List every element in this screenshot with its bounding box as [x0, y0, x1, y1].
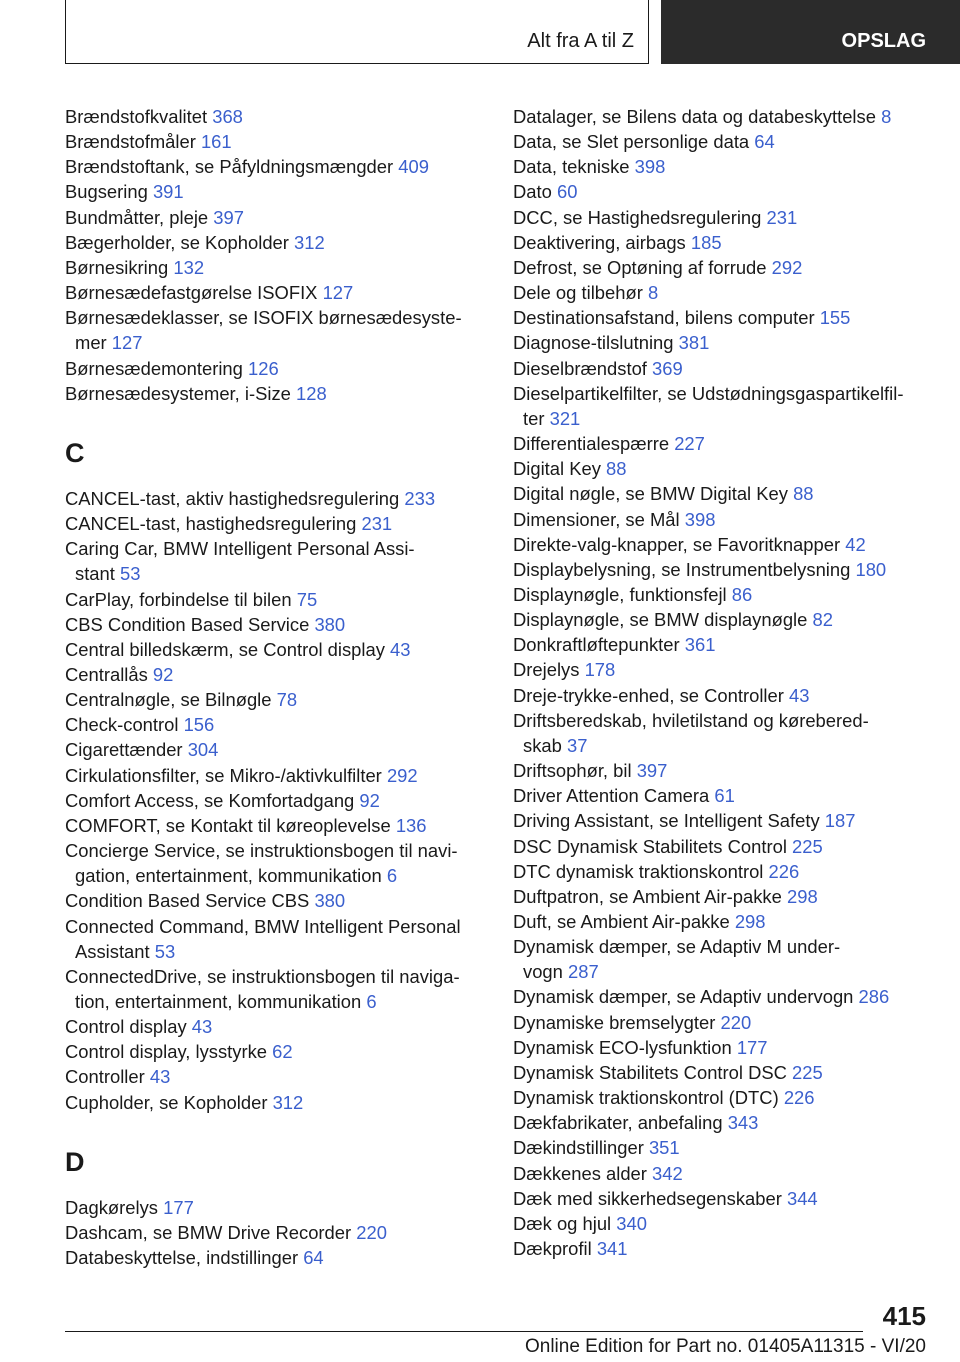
index-entry	[65, 280, 485, 305]
index-column-right	[513, 104, 933, 1261]
index-entry	[513, 305, 933, 330]
page-link[interactable]: 380	[314, 890, 346, 912]
entry-text: Bægerholder, se Kopholder	[65, 231, 289, 253]
index-entry	[65, 1090, 485, 1115]
page-link[interactable]: 368	[212, 106, 243, 127]
index-entry	[65, 129, 485, 154]
index-entry	[65, 788, 485, 813]
index-entry	[513, 230, 933, 255]
entry-text: Brændstoftank, se Påfyldningsmængder	[65, 156, 394, 178]
page-link[interactable]: 225	[792, 835, 823, 857]
index-entry	[65, 154, 485, 179]
entry-text: Centrallås	[65, 663, 148, 685]
index-entry	[513, 808, 933, 833]
entry-text: tion, entertainment, kommunikation	[75, 991, 362, 1012]
entry-text: Assistant	[75, 940, 150, 962]
entry-text: Driftsophør, bil	[513, 760, 632, 782]
index-entry	[513, 1135, 933, 1160]
index-entry	[513, 255, 933, 280]
index-entry	[65, 356, 485, 381]
page-link[interactable]: 409	[398, 156, 429, 178]
page-link[interactable]: 92	[359, 789, 380, 811]
entry-text: Centralnøgle, se Bilnøgle	[65, 689, 272, 711]
entry-text: Data, se Slet personlige data	[513, 131, 750, 153]
entry-text: Digital nøgle, se BMW Digital Key	[513, 483, 788, 505]
entry-text: Dynamiske bremselygter	[513, 1011, 716, 1033]
index-entry	[513, 1110, 933, 1135]
index-entry	[513, 1085, 933, 1110]
opslag-label: OPSLAG	[841, 30, 926, 52]
index-entry	[65, 662, 485, 687]
page-link[interactable]: 43	[149, 1066, 171, 1088]
page-link[interactable]: 292	[771, 256, 803, 278]
page-link[interactable]: 82	[812, 609, 833, 631]
entry-text: Dato	[513, 181, 552, 203]
page-link[interactable]: 6	[386, 865, 398, 887]
page-link[interactable]: 8	[881, 106, 892, 127]
page-link[interactable]: 132	[173, 256, 205, 278]
entry-text: stant	[75, 563, 115, 585]
entry-text: Direkte-valg-knapper, se Favoritknapper	[513, 533, 841, 555]
entry-text: Driver Attention Camera	[513, 785, 710, 807]
index-entry	[513, 1060, 933, 1085]
page-link[interactable]: 60	[556, 181, 578, 203]
entry-text: Dimensioner, se Mål	[513, 508, 680, 530]
index-entry	[513, 179, 933, 204]
index-entry	[513, 205, 933, 230]
index-entry	[513, 984, 933, 1009]
entry-text: Dynamisk ECO-lysfunktion	[513, 1036, 732, 1058]
entry-text: Dele og tilbehør	[513, 282, 643, 304]
index-entry	[65, 1220, 485, 1245]
entry-text: Dæk med sikkerhedsegenskaber	[513, 1187, 782, 1209]
page-link[interactable]: 343	[727, 1112, 759, 1134]
entry-text: Bundmåtter, pleje	[65, 206, 209, 228]
index-entry	[513, 783, 933, 808]
page-link[interactable]: 397	[636, 760, 668, 782]
index-entry	[65, 1245, 485, 1270]
section-letter: C	[65, 437, 85, 468]
entry-text: Data, tekniske	[513, 156, 630, 178]
page-link[interactable]: 312	[294, 231, 325, 253]
entry-text: Check-control	[65, 714, 179, 736]
index-entry	[65, 1039, 485, 1064]
page-link[interactable]: 86	[731, 583, 753, 605]
index-entry	[513, 280, 933, 305]
index-entry	[65, 637, 485, 662]
page-link[interactable]: 42	[845, 533, 866, 555]
entry-text: Cigarettænder	[65, 739, 183, 761]
page-link[interactable]: 185	[690, 231, 722, 253]
entry-text: Dækindstillinger	[513, 1137, 644, 1159]
index-entry	[65, 914, 485, 964]
entry-text: Destinationsafstand, bilens computer	[513, 307, 815, 329]
index-entry	[65, 1064, 485, 1089]
page-link[interactable]: 8	[647, 282, 659, 304]
index-entry	[65, 1195, 485, 1220]
entry-text: Control display	[65, 1016, 187, 1038]
index-entry	[513, 356, 933, 381]
entry-text: Connected Command, BMW Intelligent Personal	[65, 915, 461, 937]
entry-text: Brændstofmåler	[65, 131, 196, 153]
index-entry	[513, 507, 933, 532]
header-section-tab	[65, 0, 649, 64]
entry-text: Dieselbrændstof	[513, 357, 647, 379]
index-entry	[513, 431, 933, 456]
page-link[interactable]: 341	[596, 1238, 628, 1260]
page-link[interactable]: 381	[678, 332, 710, 354]
entry-text: Cupholder, se Kopholder	[65, 1091, 268, 1113]
index-entry	[513, 934, 933, 984]
entry-text: Datalager, se Bilens data og databeskyttelse	[513, 106, 876, 127]
page-link[interactable]: 43	[390, 638, 411, 660]
entry-text: Dieselpartikelfilter, se Udstødningsgaspartikelfil-	[513, 382, 904, 404]
entry-text: Bugsering	[65, 181, 148, 203]
page-link[interactable]: 128	[296, 382, 327, 404]
entry-text: Dækprofil	[513, 1238, 592, 1260]
entry-text: Drejelys	[513, 659, 580, 681]
entry-text: Dagkørelys	[65, 1196, 158, 1218]
entry-text: Control display, lysstyrke	[65, 1041, 268, 1063]
index-entry	[65, 712, 485, 737]
entry-text: vogn	[523, 961, 563, 983]
page-link[interactable]: 351	[648, 1137, 680, 1159]
index-entry	[513, 330, 933, 355]
page-link[interactable]: 361	[684, 634, 716, 656]
header-opslag-tab[interactable]	[661, 0, 960, 64]
index-entry	[513, 456, 933, 481]
page-link[interactable]: 369	[652, 357, 683, 379]
index-entry	[513, 657, 933, 682]
page-link[interactable]: 180	[855, 558, 887, 580]
entry-text: Brændstofkvalitet	[65, 106, 208, 127]
index-entry	[65, 888, 485, 913]
entry-text: Børnesædemontering	[65, 357, 243, 379]
index-entry	[65, 813, 485, 838]
index-entry	[65, 179, 485, 204]
index-entry	[513, 1161, 933, 1186]
index-entry	[513, 1010, 933, 1035]
page-link[interactable]: 88	[606, 458, 627, 480]
index-entry	[65, 587, 485, 612]
entry-text: gation, entertainment, kommunikation	[75, 865, 382, 887]
page-link[interactable]: 53	[154, 940, 176, 962]
page-link[interactable]: 136	[395, 814, 427, 836]
entry-text: Caring Car, BMW Intelligent Personal Assi-	[65, 538, 415, 560]
entry-text: Dynamisk dæmper, se Adaptiv M under-	[513, 936, 841, 958]
index-entry	[513, 1211, 933, 1236]
entry-text: Comfort Access, se Komfortadgang	[65, 789, 355, 811]
entry-text: DCC, se Hastighedsregulering	[513, 206, 762, 228]
page-link[interactable]: 233	[404, 487, 436, 509]
page-link[interactable]: 298	[786, 885, 818, 907]
entry-text: Dreje-trykke-enhed, se Controller	[513, 684, 784, 706]
index-entry	[513, 708, 933, 758]
entry-text: Defrost, se Optøning af forrude	[513, 256, 767, 278]
index-entry	[513, 909, 933, 934]
page-link[interactable]: 286	[858, 986, 890, 1008]
index-entry	[513, 129, 933, 154]
entry-text: Differentialespærre	[513, 433, 670, 455]
entry-text: CANCEL-tast, aktiv hastighedsregulering	[65, 487, 400, 509]
entry-text: Dynamisk traktionskontrol (DTC)	[513, 1087, 779, 1109]
index-entry	[513, 859, 933, 884]
page-link[interactable]: 177	[736, 1036, 768, 1058]
page-link[interactable]: 397	[213, 206, 244, 228]
page-link[interactable]: 298	[734, 911, 766, 932]
page-link[interactable]: 64	[303, 1247, 324, 1269]
index-entry	[65, 230, 485, 255]
page-link[interactable]: 127	[322, 282, 354, 304]
page-link[interactable]: 340	[616, 1212, 647, 1234]
entry-text: DSC Dynamisk Stabilitets Control	[513, 835, 787, 857]
entry-text: CANCEL-tast, hastighedsregulering	[65, 513, 357, 535]
page-link[interactable]: 156	[183, 714, 215, 736]
page-number: 415	[882, 1301, 926, 1331]
page-link[interactable]: 391	[152, 181, 184, 203]
index-entry	[65, 511, 485, 536]
entry-text: Dæk og hjul	[513, 1212, 612, 1234]
entry-text: Duft, se Ambient Air-pakke	[513, 911, 730, 932]
entry-text: Dynamisk Stabilitets Control DSC	[513, 1061, 787, 1083]
page-link[interactable]: 126	[248, 357, 279, 379]
entry-text: Duftpatron, se Ambient Air-pakke	[513, 885, 782, 907]
entry-text: mer	[75, 332, 107, 354]
index-entry	[65, 964, 485, 1014]
index-entry	[65, 486, 485, 511]
index-entry	[65, 305, 485, 355]
page-link[interactable]: 43	[191, 1016, 213, 1038]
entry-text: Concierge Service, se instruktionsbogen til navi-	[65, 840, 458, 862]
page-link[interactable]: 161	[200, 131, 232, 153]
page-link[interactable]: 220	[720, 1011, 752, 1033]
index-entry	[513, 381, 933, 431]
entry-text: Børnesædefastgørelse ISOFIX	[65, 282, 318, 304]
footer-divider	[65, 1331, 863, 1332]
page-link[interactable]: 321	[549, 407, 581, 429]
page-link[interactable]: 187	[824, 810, 856, 832]
edition-footer: Online Edition for Part no. 01405A11315 - VI/20	[524, 1336, 926, 1357]
entry-text: CBS Condition Based Service	[65, 613, 310, 635]
index-entry	[513, 758, 933, 783]
page-link[interactable]: 155	[819, 307, 851, 329]
page-link[interactable]: 37	[566, 734, 588, 756]
entry-text: Deaktivering, airbags	[513, 231, 686, 253]
page-link[interactable]: 43	[788, 684, 810, 706]
entry-text: Databeskyttelse, indstillinger	[65, 1247, 299, 1269]
entry-text: Børnesikring	[65, 256, 169, 278]
page-link[interactable]: 53	[120, 563, 141, 585]
entry-text: ConnectedDrive, se instruktionsbogen til naviga-	[65, 965, 460, 987]
index-entry	[65, 1014, 485, 1039]
entry-text: COMFORT, se Kontakt til køreoplevelse	[65, 814, 391, 836]
index-entry	[65, 687, 485, 712]
page-link[interactable]: 231	[361, 513, 393, 535]
page-link[interactable]: 304	[187, 739, 219, 761]
index-entry	[65, 104, 485, 129]
index-entry	[513, 884, 933, 909]
page-link[interactable]: 225	[792, 1061, 823, 1083]
page-link[interactable]: 231	[766, 206, 798, 228]
entry-text: Diagnose-tilslutning	[513, 332, 674, 354]
entry-text: Controller	[65, 1066, 145, 1088]
entry-text: Cirkulationsfilter, se Mikro-/aktivkulfilter	[65, 764, 382, 786]
section-letter: D	[65, 1146, 85, 1177]
page-link[interactable]: 177	[163, 1196, 194, 1218]
index-entry	[513, 582, 933, 607]
page-link[interactable]: 227	[674, 433, 705, 455]
index-entry	[513, 154, 933, 179]
index-entry	[513, 683, 933, 708]
page-link[interactable]: 292	[386, 764, 418, 786]
entry-text: Dækkenes alder	[513, 1162, 647, 1184]
entry-text: Børnesædeklasser, se ISOFIX børnesædesyste-	[65, 307, 462, 329]
page-link[interactable]: 312	[272, 1091, 304, 1113]
entry-text: Condition Based Service CBS	[65, 890, 310, 912]
page-link[interactable]: 62	[272, 1041, 293, 1063]
page-link[interactable]: 220	[356, 1221, 387, 1243]
entry-text: Displaynøgle, se BMW displaynøgle	[513, 609, 808, 631]
entry-text: Digital Key	[513, 458, 601, 480]
page-link[interactable]: 226	[768, 860, 800, 882]
page-link[interactable]: 178	[584, 659, 616, 681]
index-entry	[65, 612, 485, 637]
index-entry	[65, 381, 485, 406]
index-entry	[513, 1035, 933, 1060]
entry-text: Driftsberedskab, hviletilstand og kørebered-	[513, 709, 869, 731]
page-link[interactable]: 380	[314, 613, 346, 635]
index-entry	[513, 481, 933, 506]
index-entry	[65, 737, 485, 762]
entry-text: Donkraftløftepunkter	[513, 634, 680, 656]
page-link[interactable]: 127	[111, 332, 143, 354]
entry-text: Dækfabrikater, anbefaling	[513, 1112, 723, 1134]
index-entry	[513, 532, 933, 557]
index-entry	[513, 557, 933, 582]
index-entry	[513, 1186, 933, 1211]
section-title: Alt fra A til Z	[527, 30, 634, 52]
page-link[interactable]: 342	[652, 1162, 683, 1184]
index-entry	[513, 1236, 933, 1261]
page-link[interactable]: 398	[684, 508, 716, 530]
entry-text: CarPlay, forbindelse til bilen	[65, 588, 292, 610]
entry-text: Dynamisk dæmper, se Adaptiv undervogn	[513, 986, 854, 1008]
page-link[interactable]: 61	[714, 785, 735, 807]
entry-text: ter	[523, 407, 545, 429]
page-link[interactable]: 287	[568, 961, 599, 983]
index-entry	[65, 763, 485, 788]
page-link[interactable]: 64	[754, 131, 775, 153]
index-column-left	[65, 104, 485, 1270]
entry-text: Displaynøgle, funktionsfejl	[513, 583, 727, 605]
entry-text: DTC dynamisk traktionskontrol	[513, 860, 764, 882]
page-link[interactable]: 398	[634, 156, 666, 178]
entry-text: Displaybelysning, se Instrumentbelysning	[513, 558, 851, 580]
entry-text: Central billedskærm, se Control display	[65, 638, 385, 660]
page-link[interactable]: 6	[366, 991, 377, 1012]
index-entry	[513, 834, 933, 859]
index-entry	[65, 255, 485, 280]
entry-text: skab	[523, 734, 562, 756]
entry-text: Driving Assistant, se Intelligent Safety	[513, 810, 820, 832]
page-link[interactable]: 344	[786, 1187, 818, 1209]
entry-text: Dashcam, se BMW Drive Recorder	[65, 1221, 352, 1243]
page-link[interactable]: 92	[152, 663, 174, 685]
index-entry	[65, 838, 485, 888]
page-link[interactable]: 88	[793, 483, 814, 505]
page-link[interactable]: 226	[783, 1087, 815, 1109]
index-entry	[513, 632, 933, 657]
page-link[interactable]: 75	[296, 588, 318, 610]
index-entry	[65, 536, 485, 586]
index-entry	[513, 104, 933, 129]
entry-text: Børnesædesystemer, i-Size	[65, 382, 291, 404]
page-link[interactable]: 78	[276, 689, 298, 711]
index-entry	[65, 205, 485, 230]
index-entry	[513, 607, 933, 632]
